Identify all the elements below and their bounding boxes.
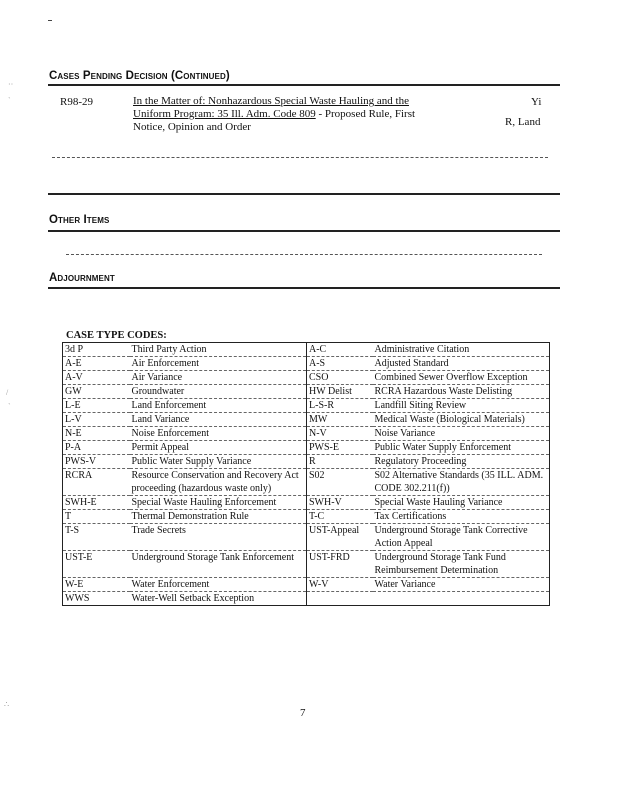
code-description: Public Water Supply Variance	[130, 455, 307, 469]
code-abbrev	[307, 592, 373, 606]
section-heading-pending: Cases Pending Decision (Continued)	[49, 70, 230, 82]
code-description: Resource Conservation and Recovery Act proceeding (hazardous waste only)	[130, 469, 307, 496]
code-abbrev: A-V	[63, 371, 130, 385]
code-description: S02 Alternative Standards (35 ILL. ADM. CODE 302.211(f))	[373, 469, 550, 496]
scan-mark: ∴	[4, 700, 10, 709]
case-title-line1: In the Matter of: Nonhazardous Special Waste Hauling and the	[133, 95, 409, 107]
code-abbrev: UST-E	[63, 551, 130, 578]
code-abbrev: P-A	[63, 441, 130, 455]
code-description: Water Enforcement	[130, 578, 307, 592]
code-abbrev: UST-Appeal	[307, 524, 373, 551]
case-type-codes-table	[62, 342, 550, 606]
code-abbrev: CSO	[307, 371, 373, 385]
code-description: Landfill Siting Review	[373, 399, 550, 413]
codes-title: CASE TYPE CODES:	[66, 330, 167, 341]
table-row	[63, 385, 550, 399]
table-row	[63, 592, 550, 606]
scan-mark: ··	[8, 80, 14, 89]
code-description: Underground Storage Tank Corrective Action Appeal	[373, 524, 550, 551]
code-abbrev: RCRA	[63, 469, 130, 496]
code-description: Land Enforcement	[130, 399, 307, 413]
code-description: Permit Appeal	[130, 441, 307, 455]
scan-mark: `	[8, 96, 11, 105]
code-abbrev: 3d P	[63, 343, 130, 357]
code-description: Administrative Citation	[373, 343, 550, 357]
case-title-rest: - Proposed Rule, First	[315, 108, 416, 120]
code-description: Medical Waste (Biological Materials)	[373, 413, 550, 427]
code-abbrev: GW	[63, 385, 130, 399]
case-vote: R, Land	[505, 116, 541, 128]
code-description: Regulatory Proceeding	[373, 455, 550, 469]
table-row	[63, 427, 550, 441]
table-row	[63, 441, 550, 455]
code-abbrev: N-E	[63, 427, 130, 441]
code-abbrev: L-E	[63, 399, 130, 413]
code-description: Underground Storage Tank Enforcement	[130, 551, 307, 578]
case-divider	[52, 157, 548, 158]
code-abbrev: L-S-R	[307, 399, 373, 413]
code-description: Air Enforcement	[130, 357, 307, 371]
code-abbrev: UST-FRD	[307, 551, 373, 578]
code-description: Special Waste Hauling Variance	[373, 496, 550, 510]
code-abbrev: SWH-E	[63, 496, 130, 510]
code-description: Water Variance	[373, 578, 550, 592]
code-abbrev: T-C	[307, 510, 373, 524]
code-description: Special Waste Hauling Enforcement	[130, 496, 307, 510]
table-row	[63, 578, 550, 592]
table-row	[63, 413, 550, 427]
case-title-line3: Notice, Opinion and Order	[133, 121, 251, 133]
code-description: Water-Well Setback Exception	[130, 592, 307, 606]
code-abbrev: PWS-V	[63, 455, 130, 469]
table-row	[63, 469, 550, 496]
scan-mark: /	[6, 388, 9, 397]
table-row	[63, 455, 550, 469]
code-description: Noise Enforcement	[130, 427, 307, 441]
table-row	[63, 551, 550, 578]
code-description	[373, 592, 550, 606]
code-description: Public Water Supply Enforcement	[373, 441, 550, 455]
code-abbrev: WWS	[63, 592, 130, 606]
code-abbrev: N-V	[307, 427, 373, 441]
table-row	[63, 524, 550, 551]
section-heading-adjournment: Adjournment	[49, 272, 115, 284]
code-description: Underground Storage Tank Fund Reimbursement Determination	[373, 551, 550, 578]
code-description: Land Variance	[130, 413, 307, 427]
code-description: Tax Certifications	[373, 510, 550, 524]
code-abbrev: PWS-E	[307, 441, 373, 455]
section-rule	[48, 287, 560, 289]
top-tick	[48, 20, 52, 21]
code-description: Trade Secrets	[130, 524, 307, 551]
section-rule	[48, 193, 560, 195]
code-abbrev: W-E	[63, 578, 130, 592]
code-abbrev: S02	[307, 469, 373, 496]
case-number: R98-29	[60, 96, 93, 108]
other-divider	[66, 254, 542, 255]
scan-mark: `	[8, 402, 11, 411]
table-row	[63, 496, 550, 510]
code-abbrev: A-C	[307, 343, 373, 357]
case-title	[133, 95, 473, 134]
table-row	[63, 510, 550, 524]
code-description: Air Variance	[130, 371, 307, 385]
section-heading-other: Other Items	[49, 214, 110, 226]
section-rule	[48, 84, 560, 86]
code-abbrev: MW	[307, 413, 373, 427]
code-abbrev: R	[307, 455, 373, 469]
case-title-line2: Uniform Program: 35 Ill. Adm. Code 809	[133, 108, 316, 120]
code-description: Third Party Action	[130, 343, 307, 357]
section-rule	[48, 230, 560, 232]
code-description: Noise Variance	[373, 427, 550, 441]
table-row	[63, 357, 550, 371]
code-abbrev: HW Delist	[307, 385, 373, 399]
table-row	[63, 343, 550, 357]
code-abbrev: A-E	[63, 357, 130, 371]
code-description: Thermal Demonstration Rule	[130, 510, 307, 524]
code-description: RCRA Hazardous Waste Delisting	[373, 385, 550, 399]
code-abbrev: T	[63, 510, 130, 524]
code-description: Adjusted Standard	[373, 357, 550, 371]
code-abbrev: T-S	[63, 524, 130, 551]
table-row	[63, 399, 550, 413]
code-abbrev: L-V	[63, 413, 130, 427]
code-abbrev: A-S	[307, 357, 373, 371]
table-row	[63, 371, 550, 385]
case-member: Yi	[531, 96, 542, 108]
code-abbrev: W-V	[307, 578, 373, 592]
page-number: 7	[300, 707, 306, 719]
code-description: Combined Sewer Overflow Exception	[373, 371, 550, 385]
code-abbrev: SWH-V	[307, 496, 373, 510]
code-description: Groundwater	[130, 385, 307, 399]
